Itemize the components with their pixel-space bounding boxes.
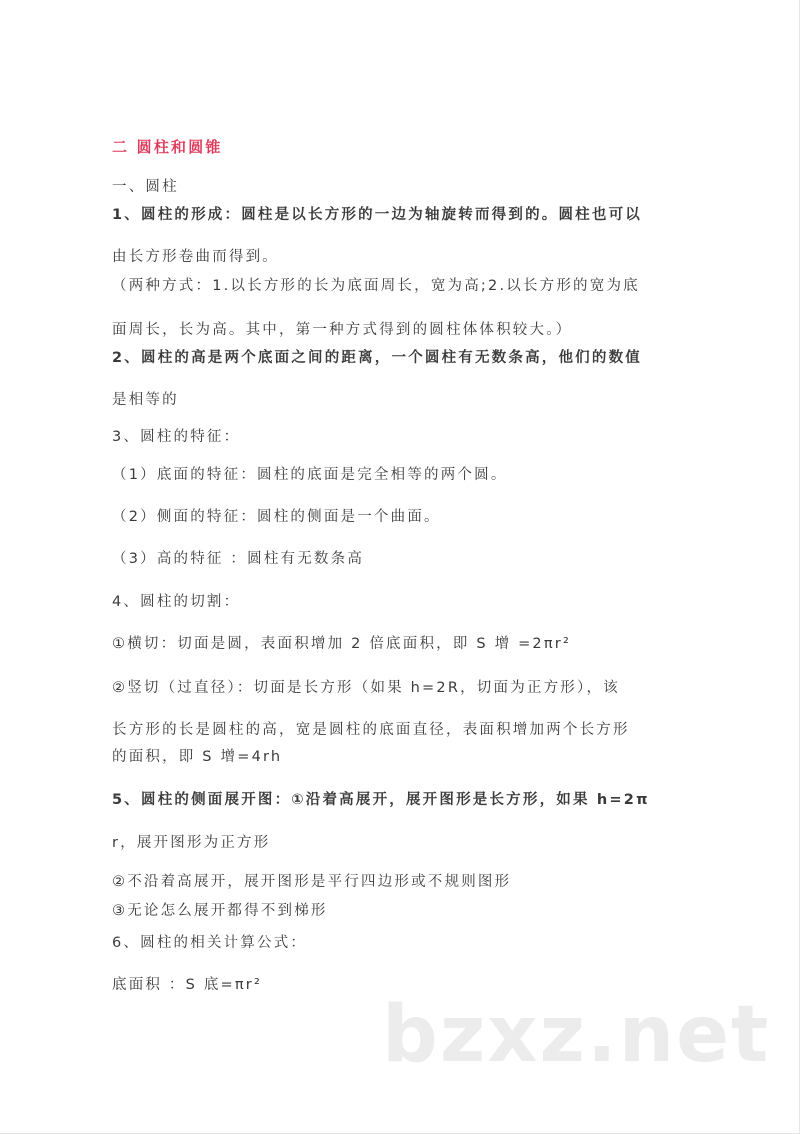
text-line: 是相等的 <box>112 392 179 408</box>
watermark: bzxz.net <box>382 990 771 1080</box>
text-line: 6、圆柱的相关计算公式： <box>112 935 308 951</box>
text-line: （两种方式：1.以长方形的长为底面周长，宽为高;2.以长方形的宽为底 <box>112 278 640 294</box>
section-title: 二 圆柱和圆锥 <box>112 138 223 156</box>
text-line: 4、圆柱的切割： <box>112 594 241 610</box>
text-line: 底面积 ：S 底=πr² <box>112 977 262 993</box>
text-line: （1）底面的特征：圆柱的底面是完全相等的两个圆。 <box>112 467 508 483</box>
text-line: 的面积，即 S 增=4rh <box>112 749 283 765</box>
text-line: 长方形的长是圆柱的高，宽是圆柱的底面直径，表面积增加两个长方形 <box>112 722 630 738</box>
text-line: r，展开图形为正方形 <box>112 835 271 851</box>
text-line: 1、圆柱的形成：圆柱是以长方形的一边为轴旋转而得到的。圆柱也可以 <box>112 207 642 223</box>
text-line: ②不沿着高展开，展开图形是平行四边形或不规则图形 <box>112 874 512 890</box>
text-line: ②竖切（过直径）：切面是长方形（如果 h=2R，切面为正方形），该 <box>112 680 620 696</box>
text-line: （2）侧面的特征：圆柱的侧面是一个曲面。 <box>112 509 441 525</box>
text-line: 5、圆柱的侧面展开图：①沿着高展开，展开图形是长方形，如果 h=2π <box>112 792 650 808</box>
text-line: （3）高的特征 ：圆柱有无数条高 <box>112 551 365 567</box>
text-line: 由长方形卷曲而得到。 <box>112 249 279 265</box>
text-line: ①横切：切面是圆，表面积增加 2 倍底面积，即 S 增 =2πr² <box>112 636 571 652</box>
text-line: 面周长，长为高。其中，第一种方式得到的圆柱体体积较大。） <box>112 322 573 338</box>
text-line: 3、圆柱的特征： <box>112 429 241 445</box>
text-line: 2、圆柱的高是两个底面之间的距离，一个圆柱有无数条高，他们的数值 <box>112 350 642 366</box>
text-line: ③无论怎么展开都得不到梯形 <box>112 903 328 919</box>
heading-cylinder: 一、圆柱 <box>112 179 179 195</box>
